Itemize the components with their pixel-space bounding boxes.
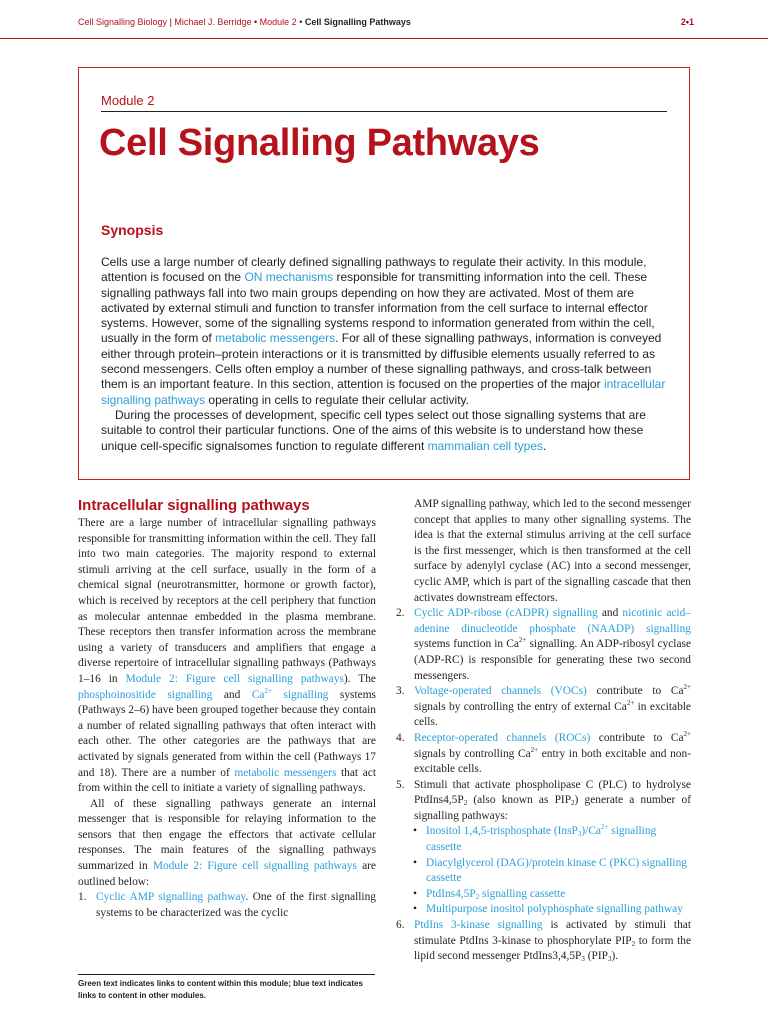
list-item: 1. Cyclic AMP signalling pathway. One of the first signalling systems to be characterized was the cyclic <box>78 891 376 919</box>
link-vocs[interactable]: Voltage-operated channels (VOCs) <box>414 685 587 698</box>
link-on-mechanisms[interactable]: ON mechanisms <box>244 270 334 285</box>
list-item: 2. Cyclic ADP-ribose (cADPR) signalling and nicotinic acid–adenine dinucleotide phosphate (NAADP) signalling systems function in $Ca^{2+}$ signalling. An ADP-ribosyl cyclase (ADP-RC) is responsible for generating these two second messengers. <box>396 607 691 682</box>
running-header <box>0 0 768 39</box>
page-title: Cell Signalling Pathways <box>99 122 540 164</box>
bullet-link-inositol-polyphosphate[interactable]: • Multipurpose inositol polyphosphate signalling pathway <box>413 903 683 916</box>
header-module[interactable]: Module 2 <box>259 17 297 27</box>
link-cyclic-amp-signalling[interactable]: Cyclic AMP signalling pathway <box>96 891 246 904</box>
right-column <box>396 497 691 965</box>
synopsis-paragraph: Cells use a large number of clearly defined signalling pathways to regulate their activity. In this module, attention is focused on the ON mechanisms responsible for transmitting information into the cell. These signalling pathways fall into two main groups depending on how they are activated. Most of them are activated by external stimuli and function to transfer information from the cell surface to internal effector systems. However, some of the signalling systems respond to information generated from within the cell, usually in the form of metabolic messengers. For all of these signalling pathways, information is conveyed either through protein–protein interactions or it is transmitted by diffusible elements usually referred to as second messengers. Cells often employ a number of these signalling pathways, and cross-talk between them is an important feature. In this section, attention is focused on the properties of the major intracellular signalling pathways operating in cells to regulate their cellular activity. <box>101 255 666 407</box>
footnote: Green text indicates links to content within this module; blue text indicates links to content in other modules. <box>78 979 363 1000</box>
synopsis-box <box>78 67 690 480</box>
link-phosphoinositide-signalling[interactable]: phosphoinositide signalling <box>78 688 213 701</box>
header-breadcrumb: Cell Signalling Biology | Michael J. Berridge • Module 2 • Cell Signalling Pathways <box>78 17 411 27</box>
synopsis-heading: Synopsis <box>101 222 164 238</box>
header-chapter: Cell Signalling Pathways <box>304 17 411 27</box>
list-item: 4. Receptor-operated channels (ROCs) contribute to $Ca^{2+}$ signals by controlling $Ca^{2+}$ entry in both excitable and non-excitable cells. <box>396 729 691 776</box>
body-paragraph: There are a large number of intracellular signalling pathways responsible for transmitting information within the cell. They fall into two main categories. The majority respond to external stimuli arriving at the cell surface, usually in the form of a chemical signal (neurotransmitter, hormone or growth factor), which is received by receptors at the cell periphery that function as molecular antennae embedded in the plasma membrane. These receptors then transfer information across the membrane using a variety of transducers and amplifiers that engage a diverse repertoire of intracellular signalling pathways (Pathways 1–16 in Module 2: Figure cell signalling pathways). The phosphoinositide signalling and $Ca^{2+}$ signalling systems (Pathways 2–6) have been grouped together because they contain a number of related signalling pathways that often interact with each other. The other categories are the pathways that are activated by signals generated from within the cell (Pathways 17 and 18). There are a number of metabolic messengers that act from within the cell to initiate a variety of signalling pathways. <box>78 517 376 795</box>
list-item: 3. Voltage-operated channels (VOCs) contribute to $Ca^{2+}$ signals by controlling the entry of external $Ca^{2+}$ in excitable cells. <box>396 683 691 729</box>
bullet-link-ptdins45p2-cassette[interactable]: • $PtdIns4,5P_2$ signalling cassette <box>413 887 566 901</box>
link-intracellular-signalling-pathways[interactable]: intracellular signalling pathways <box>101 377 666 407</box>
bullet-link-dag-pkc-cassette[interactable]: • Diacylglycerol (DAG)/protein kinase C (PKC) signalling cassette <box>413 856 687 885</box>
bullet-link-insp3-ca-cassette[interactable]: • Inositol 1,4,5-trisphosphate $(InsP_3)/Ca^{2+}$ signalling cassette <box>413 823 657 854</box>
divider <box>101 111 667 112</box>
section-heading: Intracellular signalling pathways <box>78 497 310 514</box>
module-label: Module 2 <box>101 93 155 108</box>
left-column <box>78 497 376 921</box>
header-book[interactable]: Cell Signalling Biology <box>78 17 168 27</box>
header-author[interactable]: Michael J. Berridge <box>174 17 252 27</box>
link-rocs[interactable]: Receptor-operated channels (ROCs) <box>414 731 591 744</box>
link-mammalian-cell-types[interactable]: mammalian cell types <box>427 438 544 453</box>
body-paragraph: All of these signalling pathways generate an internal messenger that is responsible for relaying information to the sensors that then engage the effectors that activate cellular responses. The main features of the signalling pathways summarized in Module 2: Figure cell signalling pathways are outlined below: <box>78 797 376 888</box>
link-figure-cell-signalling-pathways[interactable]: Module 2: Figure cell signalling pathways <box>125 672 344 685</box>
footnote-divider <box>78 974 375 975</box>
list-item-continuation: AMP signalling pathway, which led to the second messenger concept that applies to many other signalling systems. The idea is that the external stimulus arriving at the cell surface is the first messenger, which is then transformed at the cell surface by adenylyl cyclase (AC) into a second messenger, cyclic AMP, which is part of the signalling cascade that then activates downstream effectors. <box>414 498 691 604</box>
link-metabolic-messengers[interactable]: metabolic messengers <box>215 331 336 346</box>
link-cadpr-signalling[interactable]: Cyclic ADP-ribose (cADPR) signalling <box>414 607 598 620</box>
list-item: 5. Stimuli that activate phospholipase C (PLC) to hydrolyse $PtdIns4,5P_2$ (also known as $PIP_2$) generate a number of signalling pathways: <box>396 778 691 822</box>
link-ca-signalling[interactable]: $Ca^{2+}$ signalling <box>251 686 329 701</box>
synopsis-text <box>101 255 671 454</box>
synopsis-paragraph: During the processes of development, specific cell types select out those signalling systems that are suitable to control their particular functions. One of the aims of this website is to understand how these unique cell-specific signalsomes function to regulate different mammalian cell types. <box>101 407 646 453</box>
link-metabolic-messengers[interactable]: metabolic messengers <box>234 766 337 779</box>
link-naadp-signalling[interactable]: nicotinic acid–adenine dinucleotide phosphate (NAADP) signalling <box>414 607 691 635</box>
list-item: 6. PtdIns 3-kinase signalling is activated by stimuli that stimulate PtdIns 3-kinase to phosphorylate $PIP_2$ to form the lipid second messenger $PtdIns3,4,5P_3$ $(PIP_3)$. <box>396 919 692 964</box>
page-number: 2•1 <box>680 17 694 27</box>
link-figure-cell-signalling-pathways[interactable]: Module 2: Figure cell signalling pathways <box>152 860 357 873</box>
link-ptdins3-kinase-signalling[interactable]: PtdIns 3-kinase signalling <box>414 919 543 932</box>
